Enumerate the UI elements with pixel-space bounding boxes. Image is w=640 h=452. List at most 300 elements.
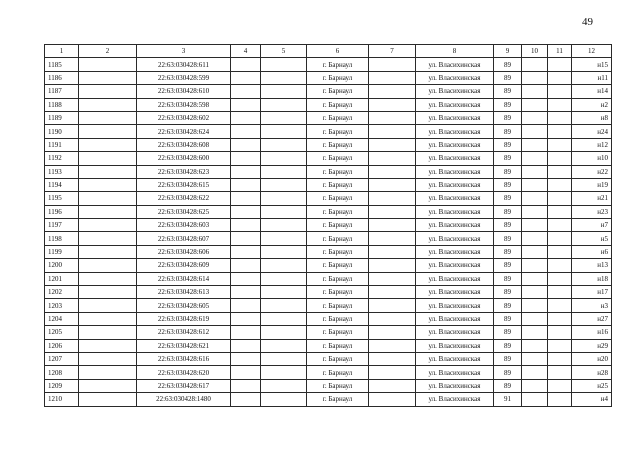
table-cell-col-3: 22:63:030428:598 [137, 98, 231, 111]
table-cell-col-12: н27 [572, 312, 612, 325]
column-header-3: 3 [137, 45, 231, 58]
table-cell-col-9: 89 [494, 312, 522, 325]
table-cell-col-2 [79, 205, 137, 218]
table-cell-col-5 [261, 245, 307, 258]
table-cell-col-8: ул. Власихинская [416, 85, 494, 98]
table-cell-col-4 [231, 272, 261, 285]
table-cell-col-5 [261, 286, 307, 299]
table-cell-col-12: н4 [572, 393, 612, 406]
table-cell-col-10 [522, 111, 548, 124]
table-cell-col-1: 1195 [45, 192, 79, 205]
table-cell-col-2 [79, 178, 137, 191]
table-cell-col-6: г. Барнаул [307, 219, 369, 232]
table-row [45, 125, 612, 138]
table-row [45, 379, 612, 392]
table-cell-col-10 [522, 98, 548, 111]
table-cell-col-11 [548, 219, 572, 232]
column-header-1: 1 [45, 45, 79, 58]
table-cell-col-4 [231, 366, 261, 379]
table-cell-col-12: н14 [572, 85, 612, 98]
table-cell-col-1: 1209 [45, 379, 79, 392]
table-cell-col-3: 22:63:030428:620 [137, 366, 231, 379]
table-row [45, 245, 612, 258]
table-cell-col-4 [231, 299, 261, 312]
table-cell-col-3: 22:63:030428:609 [137, 259, 231, 272]
table-cell-col-9: 89 [494, 98, 522, 111]
table-cell-col-5 [261, 299, 307, 312]
table-cell-col-11 [548, 111, 572, 124]
table-row [45, 366, 612, 379]
table-cell-col-11 [548, 299, 572, 312]
table-cell-col-6: г. Барнаул [307, 178, 369, 191]
table-cell-col-1: 1187 [45, 85, 79, 98]
table-cell-col-6: г. Барнаул [307, 352, 369, 365]
table-cell-col-11 [548, 232, 572, 245]
table-cell-col-8: ул. Власихинская [416, 178, 494, 191]
column-header-10: 10 [522, 45, 548, 58]
table-cell-col-6: г. Барнаул [307, 272, 369, 285]
table-cell-col-5 [261, 272, 307, 285]
table-cell-col-4 [231, 232, 261, 245]
table-row [45, 98, 612, 111]
table-cell-col-10 [522, 58, 548, 71]
table-cell-col-4 [231, 138, 261, 151]
table-cell-col-9: 89 [494, 125, 522, 138]
table-cell-col-5 [261, 165, 307, 178]
table-cell-col-6: г. Барнаул [307, 85, 369, 98]
table-row [45, 58, 612, 71]
table-row [45, 232, 612, 245]
table-row [45, 299, 612, 312]
table-cell-col-11 [548, 138, 572, 151]
table-cell-col-3: 22:63:030428:608 [137, 138, 231, 151]
table-cell-col-1: 1197 [45, 219, 79, 232]
table-cell-col-1: 1208 [45, 366, 79, 379]
column-header-8: 8 [416, 45, 494, 58]
table-cell-col-7 [369, 352, 416, 365]
table-cell-col-7 [369, 245, 416, 258]
table-cell-col-3: 22:63:030428:605 [137, 299, 231, 312]
table-cell-col-11 [548, 245, 572, 258]
table-cell-col-8: ул. Власихинская [416, 299, 494, 312]
table-cell-col-6: г. Барнаул [307, 232, 369, 245]
table-cell-col-12: н6 [572, 245, 612, 258]
table-cell-col-8: ул. Власихинская [416, 393, 494, 406]
table-cell-col-10 [522, 352, 548, 365]
table-cell-col-1: 1189 [45, 111, 79, 124]
table-cell-col-4 [231, 393, 261, 406]
table-cell-col-2 [79, 111, 137, 124]
table-cell-col-8: ул. Власихинская [416, 58, 494, 71]
table-cell-col-7 [369, 192, 416, 205]
table-cell-col-9: 89 [494, 178, 522, 191]
table-cell-col-11 [548, 152, 572, 165]
table-cell-col-10 [522, 286, 548, 299]
table-cell-col-3: 22:63:030428:610 [137, 85, 231, 98]
table-cell-col-4 [231, 58, 261, 71]
table-cell-col-6: г. Барнаул [307, 192, 369, 205]
table-cell-col-7 [369, 312, 416, 325]
table-cell-col-7 [369, 326, 416, 339]
table-cell-col-5 [261, 178, 307, 191]
table-cell-col-1: 1196 [45, 205, 79, 218]
table-cell-col-8: ул. Власихинская [416, 219, 494, 232]
table-cell-col-2 [79, 192, 137, 205]
table-cell-col-10 [522, 85, 548, 98]
table-cell-col-2 [79, 286, 137, 299]
table-cell-col-2 [79, 98, 137, 111]
table-cell-col-3: 22:63:030428:617 [137, 379, 231, 392]
table-cell-col-5 [261, 192, 307, 205]
table-cell-col-3: 22:63:030428:614 [137, 272, 231, 285]
table-cell-col-4 [231, 326, 261, 339]
table-cell-col-3: 22:63:030428:619 [137, 312, 231, 325]
table-cell-col-9: 89 [494, 71, 522, 84]
table-cell-col-4 [231, 219, 261, 232]
table-cell-col-2 [79, 379, 137, 392]
table-cell-col-3: 22:63:030428:616 [137, 352, 231, 365]
table-cell-col-5 [261, 366, 307, 379]
table-cell-col-2 [79, 165, 137, 178]
table-cell-col-7 [369, 232, 416, 245]
table-cell-col-1: 1203 [45, 299, 79, 312]
table-cell-col-11 [548, 352, 572, 365]
table-cell-col-8: ул. Власихинская [416, 259, 494, 272]
table-cell-col-2 [79, 326, 137, 339]
table-cell-col-6: г. Барнаул [307, 205, 369, 218]
table-cell-col-5 [261, 312, 307, 325]
table-cell-col-3: 22:63:030428:612 [137, 326, 231, 339]
table-cell-col-1: 1188 [45, 98, 79, 111]
table-cell-col-5 [261, 259, 307, 272]
table-cell-col-12: н5 [572, 232, 612, 245]
table-cell-col-3: 22:63:030428:615 [137, 178, 231, 191]
table-cell-col-11 [548, 272, 572, 285]
table-cell-col-11 [548, 366, 572, 379]
table-cell-col-5 [261, 98, 307, 111]
table-cell-col-8: ул. Власихинская [416, 379, 494, 392]
table-cell-col-12: н16 [572, 326, 612, 339]
table-cell-col-10 [522, 232, 548, 245]
table-cell-col-10 [522, 272, 548, 285]
table-cell-col-10 [522, 178, 548, 191]
table-cell-col-10 [522, 152, 548, 165]
table-cell-col-9: 89 [494, 272, 522, 285]
table-cell-col-6: г. Барнаул [307, 326, 369, 339]
table-cell-col-12: н24 [572, 125, 612, 138]
table-cell-col-1: 1185 [45, 58, 79, 71]
table-cell-col-5 [261, 352, 307, 365]
table-cell-col-10 [522, 192, 548, 205]
table-cell-col-4 [231, 379, 261, 392]
table-cell-col-9: 89 [494, 219, 522, 232]
table-cell-col-9: 91 [494, 393, 522, 406]
table-cell-col-12: н28 [572, 366, 612, 379]
column-header-4: 4 [231, 45, 261, 58]
table-cell-col-11 [548, 98, 572, 111]
table-cell-col-7 [369, 299, 416, 312]
table-cell-col-7 [369, 286, 416, 299]
table-cell-col-5 [261, 58, 307, 71]
table-cell-col-4 [231, 312, 261, 325]
table-cell-col-9: 89 [494, 58, 522, 71]
table-cell-col-11 [548, 205, 572, 218]
column-header-7: 7 [369, 45, 416, 58]
table-cell-col-5 [261, 232, 307, 245]
table-cell-col-1: 1202 [45, 286, 79, 299]
table-cell-col-1: 1207 [45, 352, 79, 365]
table-cell-col-12: н19 [572, 178, 612, 191]
column-header-2: 2 [79, 45, 137, 58]
table-cell-col-3: 22:63:030428:621 [137, 339, 231, 352]
table-cell-col-9: 89 [494, 259, 522, 272]
table-cell-col-11 [548, 286, 572, 299]
table-row [45, 165, 612, 178]
table-cell-col-9: 89 [494, 152, 522, 165]
table-cell-col-12: н13 [572, 259, 612, 272]
table-cell-col-4 [231, 205, 261, 218]
table-row [45, 205, 612, 218]
table-cell-col-1: 1186 [45, 71, 79, 84]
table-cell-col-12: н17 [572, 286, 612, 299]
table-cell-col-10 [522, 165, 548, 178]
table-cell-col-8: ул. Власихинская [416, 98, 494, 111]
table-body [45, 58, 612, 406]
table-cell-col-7 [369, 219, 416, 232]
table-cell-col-7 [369, 178, 416, 191]
table-cell-col-12: н29 [572, 339, 612, 352]
table-cell-col-6: г. Барнаул [307, 259, 369, 272]
table-cell-col-4 [231, 259, 261, 272]
table-cell-col-6: г. Барнаул [307, 111, 369, 124]
table-cell-col-9: 89 [494, 205, 522, 218]
table-cell-col-9: 89 [494, 111, 522, 124]
table-cell-col-3: 22:63:030428:602 [137, 111, 231, 124]
table-cell-col-1: 1206 [45, 339, 79, 352]
table-cell-col-10 [522, 339, 548, 352]
table-cell-col-12: н15 [572, 58, 612, 71]
table-cell-col-6: г. Барнаул [307, 98, 369, 111]
table-row [45, 326, 612, 339]
table-cell-col-4 [231, 245, 261, 258]
table-cell-col-2 [79, 312, 137, 325]
table-cell-col-9: 89 [494, 352, 522, 365]
table-cell-col-1: 1199 [45, 245, 79, 258]
table-cell-col-11 [548, 85, 572, 98]
table-cell-col-2 [79, 85, 137, 98]
table-cell-col-3: 22:63:030428:599 [137, 71, 231, 84]
table-row [45, 178, 612, 191]
table-cell-col-9: 89 [494, 232, 522, 245]
table-cell-col-8: ул. Власихинская [416, 165, 494, 178]
table-cell-col-5 [261, 339, 307, 352]
table-cell-col-3: 22:63:030428:611 [137, 58, 231, 71]
table-cell-col-4 [231, 111, 261, 124]
table-cell-col-8: ул. Власихинская [416, 245, 494, 258]
table-cell-col-2 [79, 393, 137, 406]
table-row [45, 219, 612, 232]
table-row [45, 85, 612, 98]
table-cell-col-8: ул. Власихинская [416, 366, 494, 379]
page-number: 49 [582, 16, 593, 28]
table-cell-col-1: 1200 [45, 259, 79, 272]
table-cell-col-7 [369, 98, 416, 111]
table-cell-col-7 [369, 85, 416, 98]
table-cell-col-8: ул. Власихинская [416, 152, 494, 165]
table-cell-col-4 [231, 71, 261, 84]
table-cell-col-8: ул. Власихинская [416, 272, 494, 285]
table-cell-col-11 [548, 58, 572, 71]
table-cell-col-3: 22:63:030428:607 [137, 232, 231, 245]
table-cell-col-5 [261, 85, 307, 98]
table-cell-col-9: 89 [494, 339, 522, 352]
table-cell-col-11 [548, 178, 572, 191]
table-row [45, 259, 612, 272]
table-cell-col-12: н2 [572, 98, 612, 111]
table-cell-col-1: 1192 [45, 152, 79, 165]
table-cell-col-6: г. Барнаул [307, 299, 369, 312]
table-cell-col-11 [548, 379, 572, 392]
table-cell-col-11 [548, 326, 572, 339]
table-cell-col-10 [522, 393, 548, 406]
table-cell-col-10 [522, 138, 548, 151]
table-cell-col-4 [231, 165, 261, 178]
table-cell-col-8: ул. Власихинская [416, 352, 494, 365]
table-cell-col-10 [522, 379, 548, 392]
table-cell-col-7 [369, 393, 416, 406]
table-cell-col-8: ул. Власихинская [416, 111, 494, 124]
table-row [45, 312, 612, 325]
table-row [45, 352, 612, 365]
table-cell-col-8: ул. Власихинская [416, 339, 494, 352]
table-cell-col-10 [522, 125, 548, 138]
column-header-12: 12 [572, 45, 612, 58]
table-cell-col-2 [79, 245, 137, 258]
table-cell-col-4 [231, 98, 261, 111]
table-cell-col-11 [548, 192, 572, 205]
table-cell-col-5 [261, 152, 307, 165]
table-cell-col-5 [261, 379, 307, 392]
table-cell-col-6: г. Барнаул [307, 379, 369, 392]
table-cell-col-2 [79, 138, 137, 151]
table-cell-col-4 [231, 352, 261, 365]
table-cell-col-1: 1191 [45, 138, 79, 151]
column-header-6: 6 [307, 45, 369, 58]
table-row [45, 71, 612, 84]
table-cell-col-12: н23 [572, 205, 612, 218]
table-cell-col-7 [369, 152, 416, 165]
table-cell-col-4 [231, 178, 261, 191]
table-cell-col-7 [369, 339, 416, 352]
table-cell-col-11 [548, 125, 572, 138]
table-cell-col-10 [522, 219, 548, 232]
column-header-11: 11 [548, 45, 572, 58]
table-cell-col-1: 1205 [45, 326, 79, 339]
table-cell-col-6: г. Барнаул [307, 312, 369, 325]
table-cell-col-4 [231, 152, 261, 165]
table-cell-col-6: г. Барнаул [307, 58, 369, 71]
table-cell-col-8: ул. Власихинская [416, 71, 494, 84]
table-cell-col-1: 1194 [45, 178, 79, 191]
table-cell-col-4 [231, 286, 261, 299]
table-cell-col-2 [79, 152, 137, 165]
table-cell-col-11 [548, 71, 572, 84]
table-cell-col-12: н25 [572, 379, 612, 392]
table-cell-col-9: 89 [494, 165, 522, 178]
table-cell-col-2 [79, 259, 137, 272]
table-cell-col-6: г. Барнаул [307, 138, 369, 151]
table-cell-col-2 [79, 272, 137, 285]
table-row [45, 192, 612, 205]
table-cell-col-8: ул. Власихинская [416, 312, 494, 325]
table-cell-col-5 [261, 111, 307, 124]
table-row [45, 138, 612, 151]
table-cell-col-4 [231, 85, 261, 98]
table-cell-col-4 [231, 339, 261, 352]
table-cell-col-4 [231, 125, 261, 138]
table-cell-col-8: ул. Власихинская [416, 205, 494, 218]
table-row [45, 111, 612, 124]
table-cell-col-7 [369, 205, 416, 218]
table-cell-col-6: г. Барнаул [307, 339, 369, 352]
table-cell-col-10 [522, 299, 548, 312]
table-cell-col-9: 89 [494, 366, 522, 379]
table-cell-col-8: ул. Власихинская [416, 286, 494, 299]
address-table [44, 44, 612, 407]
table-cell-col-3: 22:63:030428:1480 [137, 393, 231, 406]
table-cell-col-2 [79, 219, 137, 232]
table-cell-col-9: 89 [494, 326, 522, 339]
table-cell-col-6: г. Барнаул [307, 366, 369, 379]
table-cell-col-6: г. Барнаул [307, 245, 369, 258]
table-cell-col-5 [261, 205, 307, 218]
table-cell-col-12: н12 [572, 138, 612, 151]
table-cell-col-7 [369, 58, 416, 71]
table-cell-col-6: г. Барнаул [307, 71, 369, 84]
table-cell-col-12: н7 [572, 219, 612, 232]
table-cell-col-2 [79, 339, 137, 352]
table-cell-col-6: г. Барнаул [307, 286, 369, 299]
table-cell-col-12: н22 [572, 165, 612, 178]
table-cell-col-12: н3 [572, 299, 612, 312]
table-cell-col-8: ул. Власихинская [416, 326, 494, 339]
table-cell-col-9: 89 [494, 85, 522, 98]
table-cell-col-2 [79, 352, 137, 365]
table-cell-col-7 [369, 111, 416, 124]
table-cell-col-10 [522, 259, 548, 272]
table-cell-col-5 [261, 326, 307, 339]
table-cell-col-5 [261, 125, 307, 138]
table-cell-col-8: ул. Власихинская [416, 138, 494, 151]
table-cell-col-11 [548, 165, 572, 178]
table-cell-col-7 [369, 272, 416, 285]
table-cell-col-2 [79, 125, 137, 138]
table-cell-col-12: н10 [572, 152, 612, 165]
table-cell-col-1: 1198 [45, 232, 79, 245]
table-cell-col-3: 22:63:030428:623 [137, 165, 231, 178]
table-cell-col-5 [261, 138, 307, 151]
table-cell-col-11 [548, 312, 572, 325]
table-cell-col-8: ул. Власихинская [416, 125, 494, 138]
table-cell-col-5 [261, 393, 307, 406]
table-cell-col-9: 89 [494, 379, 522, 392]
table-cell-col-10 [522, 366, 548, 379]
table-cell-col-10 [522, 71, 548, 84]
table-cell-col-3: 22:63:030428:625 [137, 205, 231, 218]
table-cell-col-10 [522, 205, 548, 218]
table-cell-col-7 [369, 138, 416, 151]
table-cell-col-12: н11 [572, 71, 612, 84]
